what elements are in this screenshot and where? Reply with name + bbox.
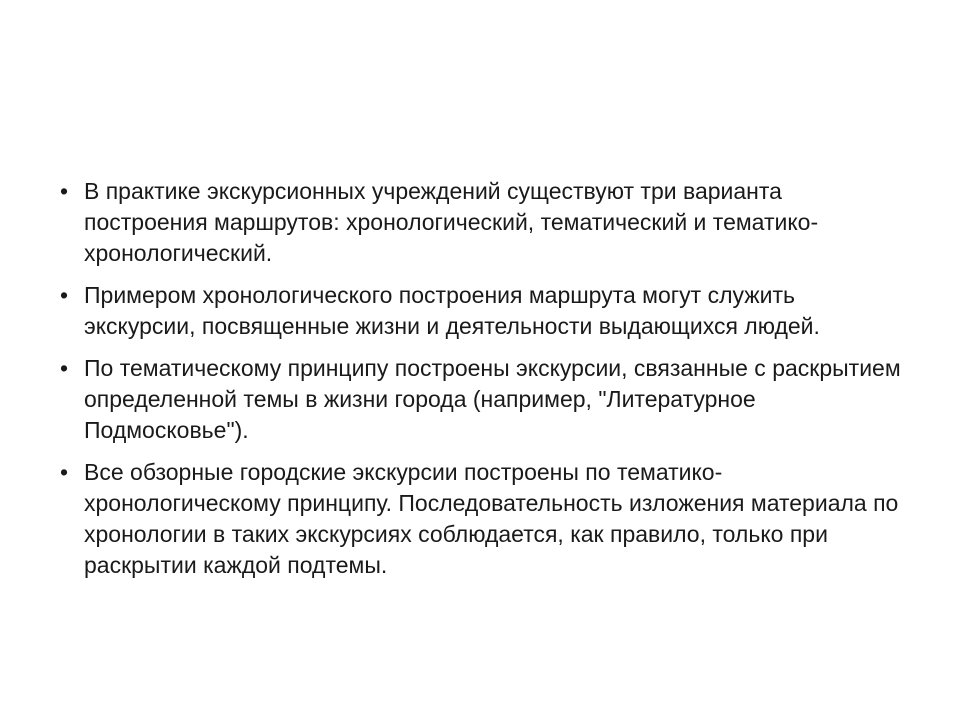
list-item	[60, 457, 910, 581]
list-item	[60, 176, 910, 269]
bullet-icon: •	[60, 282, 69, 308]
list-item	[60, 280, 910, 342]
bullet-text: В практике экскурсионных учреждений существуют три варианта построения маршрутов: хронологический, тематический и тематико-хронологический.	[84, 178, 819, 266]
bullet-icon: •	[60, 178, 69, 204]
bullet-list	[60, 176, 910, 592]
bullet-icon: •	[60, 355, 69, 381]
bullet-text: По тематическому принципу построены экскурсии, связанные с раскрытием определенной темы в жизни города (например, "Литературное Подмосковье").	[84, 355, 901, 443]
list-item	[60, 353, 910, 446]
bullet-text: Примером хронологического построения маршрута могут служить экскурсии, посвященные жизни и деятельности выдающихся людей.	[84, 282, 820, 339]
bullet-icon: •	[60, 459, 69, 485]
bullet-text: Все обзорные городские экскурсии построены по тематико-хронологическому принципу. Последовательность изложения материала по хронологии в таких экскурсиях соблюдается, как правило, только при раскрытии каждой подтемы.	[84, 459, 899, 578]
